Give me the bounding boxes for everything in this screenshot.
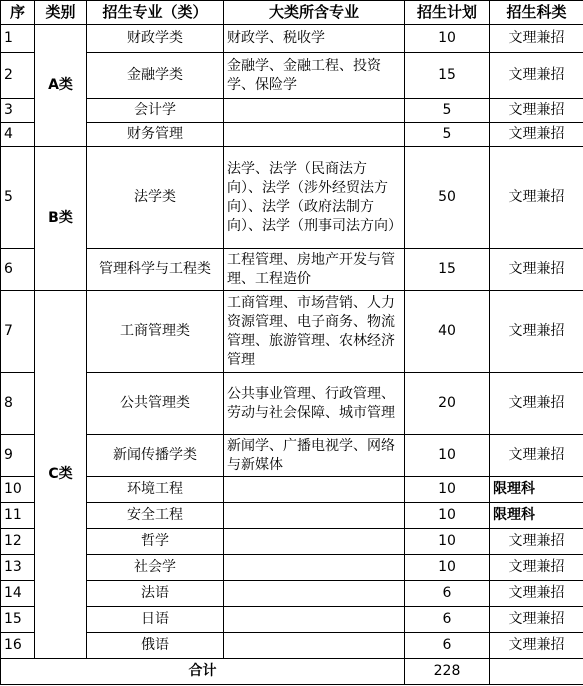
table-row — [1, 123, 583, 147]
row-sub-majors: 财政学、税收学 — [224, 25, 405, 53]
row-plan: 5 — [405, 123, 490, 147]
row-subject: 文理兼招 — [490, 25, 583, 53]
total-value: 228 — [405, 659, 490, 685]
row-major: 法语 — [87, 581, 224, 607]
row-sub-majors: 工商管理、市场营销、人力资源管理、电子商务、物流管理、旅游管理、农林经济管理 — [224, 291, 405, 373]
row-plan: 10 — [405, 25, 490, 53]
row-sub-majors — [224, 123, 405, 147]
row-no: 15 — [1, 607, 35, 633]
row-major: 金融学类 — [87, 53, 224, 99]
row-major: 财政学类 — [87, 25, 224, 53]
row-sub-majors — [224, 503, 405, 529]
row-sub-majors: 新闻学、广播电视学、网络与新媒体 — [224, 435, 405, 477]
row-no: 16 — [1, 633, 35, 659]
row-plan: 10 — [405, 477, 490, 503]
table-row — [1, 503, 583, 529]
row-plan: 6 — [405, 633, 490, 659]
total-empty-cell — [490, 659, 583, 685]
row-subject: 文理兼招 — [490, 53, 583, 99]
category-c: C类 — [35, 291, 87, 659]
row-subject: 文理兼招 — [490, 435, 583, 477]
row-sub-majors — [224, 633, 405, 659]
table-row — [1, 633, 583, 659]
row-subject: 文理兼招 — [490, 529, 583, 555]
row-sub-majors: 金融学、金融工程、投资学、保险学 — [224, 53, 405, 99]
row-plan: 15 — [405, 249, 490, 291]
row-major: 哲学 — [87, 529, 224, 555]
row-plan: 20 — [405, 373, 490, 435]
row-subject: 限理科 — [490, 503, 583, 529]
table-row — [1, 373, 583, 435]
row-plan: 5 — [405, 99, 490, 123]
total-row — [1, 659, 583, 685]
row-plan: 6 — [405, 581, 490, 607]
row-sub-majors: 法学、法学（民商法方向）、法学（涉外经贸法方向）、法学（政府法制方向）、法学（刑事司法方向） — [224, 147, 405, 249]
row-plan: 15 — [405, 53, 490, 99]
row-no: 8 — [1, 373, 35, 435]
row-sub-majors — [224, 581, 405, 607]
row-no: 11 — [1, 503, 35, 529]
row-major: 俄语 — [87, 633, 224, 659]
row-plan: 10 — [405, 503, 490, 529]
row-sub-majors: 工程管理、房地产开发与管理、工程造价 — [224, 249, 405, 291]
row-no: 14 — [1, 581, 35, 607]
row-major: 环境工程 — [87, 477, 224, 503]
row-major: 法学类 — [87, 147, 224, 249]
row-subject: 文理兼招 — [490, 555, 583, 581]
row-no: 1 — [1, 25, 35, 53]
header-no: 序 — [1, 1, 35, 25]
row-no: 9 — [1, 435, 35, 477]
row-no: 7 — [1, 291, 35, 373]
row-subject: 限理科 — [490, 477, 583, 503]
table-row — [1, 99, 583, 123]
table-row — [1, 53, 583, 99]
row-plan: 10 — [405, 435, 490, 477]
table-row — [1, 555, 583, 581]
header-major: 招生专业（类） — [87, 1, 224, 25]
row-no: 6 — [1, 249, 35, 291]
table-row — [1, 477, 583, 503]
row-subject: 文理兼招 — [490, 633, 583, 659]
row-major: 公共管理类 — [87, 373, 224, 435]
row-no: 13 — [1, 555, 35, 581]
row-major: 会计学 — [87, 99, 224, 123]
row-sub-majors: 公共事业管理、行政管理、劳动与社会保障、城市管理 — [224, 373, 405, 435]
row-subject: 文理兼招 — [490, 373, 583, 435]
row-major: 日语 — [87, 607, 224, 633]
category-b: B类 — [35, 147, 87, 291]
row-major: 财务管理 — [87, 123, 224, 147]
row-sub-majors — [224, 99, 405, 123]
row-sub-majors — [224, 555, 405, 581]
table-row — [1, 249, 583, 291]
row-no: 3 — [1, 99, 35, 123]
row-no: 2 — [1, 53, 35, 99]
row-subject: 文理兼招 — [490, 291, 583, 373]
header-row — [1, 1, 583, 25]
category-a: A类 — [35, 25, 87, 147]
row-sub-majors — [224, 477, 405, 503]
row-subject: 文理兼招 — [490, 147, 583, 249]
row-plan: 6 — [405, 607, 490, 633]
header-subject: 招生科类 — [490, 1, 583, 25]
total-label: 合计 — [1, 659, 405, 685]
row-plan: 10 — [405, 555, 490, 581]
table-row — [1, 581, 583, 607]
row-major: 社会学 — [87, 555, 224, 581]
row-major: 工商管理类 — [87, 291, 224, 373]
row-subject: 文理兼招 — [490, 99, 583, 123]
table-row — [1, 25, 583, 53]
row-no: 4 — [1, 123, 35, 147]
header-category: 类别 — [35, 1, 87, 25]
row-no: 5 — [1, 147, 35, 249]
row-major: 新闻传播学类 — [87, 435, 224, 477]
row-plan: 10 — [405, 529, 490, 555]
table-row — [1, 435, 583, 477]
table-row — [1, 147, 583, 249]
table-row — [1, 607, 583, 633]
row-plan: 40 — [405, 291, 490, 373]
header-sub-majors: 大类所含专业 — [224, 1, 405, 25]
row-sub-majors — [224, 529, 405, 555]
row-no: 12 — [1, 529, 35, 555]
row-subject: 文理兼招 — [490, 607, 583, 633]
row-subject: 文理兼招 — [490, 249, 583, 291]
header-plan: 招生计划 — [405, 1, 490, 25]
row-major: 管理科学与工程类 — [87, 249, 224, 291]
row-sub-majors — [224, 607, 405, 633]
table-row — [1, 291, 583, 373]
row-major: 安全工程 — [87, 503, 224, 529]
row-subject: 文理兼招 — [490, 581, 583, 607]
row-plan: 50 — [405, 147, 490, 249]
row-subject: 文理兼招 — [490, 123, 583, 147]
table-row — [1, 529, 583, 555]
row-no: 10 — [1, 477, 35, 503]
